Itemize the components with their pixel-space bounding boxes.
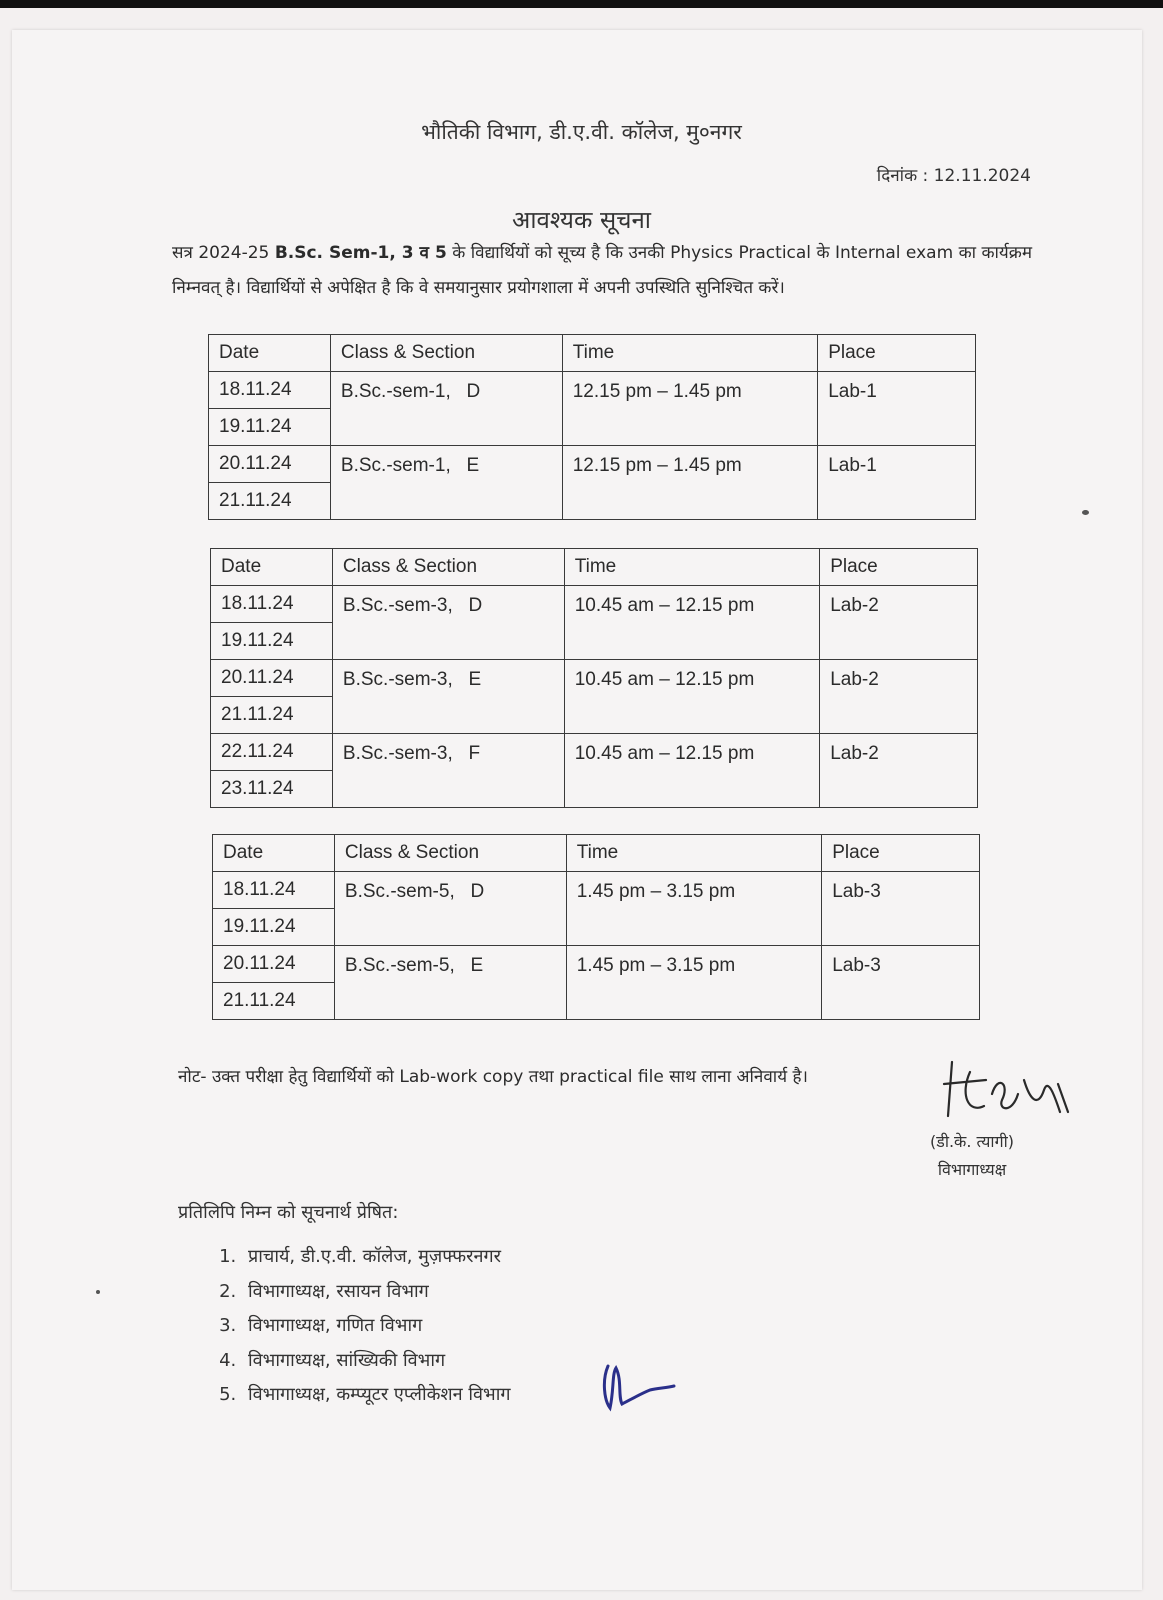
- time-cell: 1.45 pm – 3.15 pm: [566, 946, 821, 1020]
- signer-title: विभागाध्यक्ष: [937, 1160, 1007, 1179]
- table-row: [213, 946, 980, 983]
- date-cell: 19.11.24: [213, 909, 335, 946]
- col-header-class: Class & Section: [332, 549, 564, 586]
- date-cell: 20.11.24: [209, 446, 331, 483]
- class-cell: B.Sc.-sem-1, E: [330, 446, 562, 520]
- col-header-date: Date: [213, 835, 335, 872]
- table-header-row: [209, 335, 976, 372]
- time-cell: 10.45 am – 12.15 pm: [564, 660, 820, 734]
- col-header-place: Place: [820, 549, 978, 586]
- notice-title: आवश्यक सूचना: [511, 206, 652, 234]
- schedule-table-sem-3: [210, 548, 978, 808]
- copy-to-list: [200, 1240, 511, 1413]
- scan-speck: [1082, 510, 1089, 515]
- table-row: [211, 734, 978, 771]
- intro-classes: B.Sc. Sem-1, 3 व 5: [274, 243, 447, 263]
- class-cell: B.Sc.-sem-3, E: [332, 660, 564, 734]
- col-header-time: Time: [566, 835, 821, 872]
- scan-top-edge: [0, 0, 1163, 8]
- place-cell: Lab-3: [822, 946, 980, 1020]
- class-cell: B.Sc.-sem-5, D: [334, 872, 566, 946]
- col-header-place: Place: [822, 835, 980, 872]
- col-header-place: Place: [818, 335, 976, 372]
- table-header-row: [213, 835, 980, 872]
- place-cell: Lab-3: [822, 872, 980, 946]
- time-cell: 12.15 pm – 1.45 pm: [562, 372, 818, 446]
- intro-paragraph: [172, 236, 1032, 306]
- notice-date: दिनांक : 12.11.2024: [876, 166, 1031, 186]
- class-cell: B.Sc.-sem-3, D: [332, 586, 564, 660]
- table-row: [213, 872, 980, 909]
- scan-speck: [96, 1290, 100, 1294]
- note-text: नोट- उक्त परीक्षा हेतु विद्यार्थियों को Lab-work copy तथा practical file साथ लाना अनिवार्य है।: [178, 1067, 808, 1087]
- table-row: [211, 586, 978, 623]
- time-cell: 12.15 pm – 1.45 pm: [562, 446, 818, 520]
- intro-body: के विद्यार्थियों को सूच्य है कि उनकी Physics Practical के Internal exam का कार्यक्रम निम्नवत् है। विद्यार्थियों से अपेक्षित है कि वे समयानुसार प्रयोगशाला में अपनी उपस्थिति सुनिश्चित करें।: [172, 243, 1033, 298]
- list-item: 2. विभागाध्यक्ष, रसायन विभाग: [242, 1275, 511, 1310]
- col-header-time: Time: [564, 549, 820, 586]
- date-cell: 18.11.24: [211, 586, 333, 623]
- class-cell: B.Sc.-sem-1, D: [330, 372, 562, 446]
- department-heading: भौतिकी विभाग, डी.ए.वी. कॉलेज, मु०नगर: [421, 120, 742, 144]
- list-item: 1. प्राचार्य, डी.ए.वी. कॉलेज, मुज़फ्फरनगर: [242, 1240, 511, 1275]
- date-cell: 20.11.24: [211, 660, 333, 697]
- date-cell: 21.11.24: [211, 697, 333, 734]
- date-cell: 23.11.24: [211, 771, 333, 808]
- date-cell: 20.11.24: [213, 946, 335, 983]
- date-cell: 22.11.24: [211, 734, 333, 771]
- place-cell: Lab-2: [820, 586, 978, 660]
- date-cell: 21.11.24: [213, 983, 335, 1020]
- receipt-signature: [600, 1360, 680, 1415]
- table-row: [209, 446, 976, 483]
- time-cell: 10.45 am – 12.15 pm: [564, 734, 820, 808]
- col-header-date: Date: [211, 549, 333, 586]
- class-cell: B.Sc.-sem-3, F: [332, 734, 564, 808]
- signer-name: (डी.के. त्यागी): [930, 1132, 1014, 1151]
- col-header-time: Time: [562, 335, 818, 372]
- col-header-class: Class & Section: [334, 835, 566, 872]
- date-cell: 19.11.24: [209, 409, 331, 446]
- signer-block: [912, 1128, 1032, 1184]
- table-row: [211, 660, 978, 697]
- place-cell: Lab-1: [818, 446, 976, 520]
- schedule-table-sem-1: [208, 334, 976, 520]
- col-header-date: Date: [209, 335, 331, 372]
- col-header-class: Class & Section: [330, 335, 562, 372]
- time-cell: 10.45 am – 12.15 pm: [564, 586, 820, 660]
- table-header-row: [211, 549, 978, 586]
- schedule-table-sem-5: [212, 834, 980, 1020]
- copy-to-heading: प्रतिलिपि निम्न को सूचनार्थ प्रेषित:: [178, 1202, 399, 1223]
- hod-signature: [940, 1054, 1080, 1124]
- date-cell: 18.11.24: [209, 372, 331, 409]
- list-item: 4. विभागाध्यक्ष, सांख्यिकी विभाग: [242, 1344, 511, 1379]
- list-item: 5. विभागाध्यक्ष, कम्प्यूटर एप्लीकेशन विभाग: [242, 1378, 511, 1413]
- place-cell: Lab-2: [820, 660, 978, 734]
- date-cell: 19.11.24: [211, 623, 333, 660]
- class-cell: B.Sc.-sem-5, E: [334, 946, 566, 1020]
- intro-session: सत्र 2024-25: [172, 243, 270, 263]
- place-cell: Lab-2: [820, 734, 978, 808]
- list-item: 3. विभागाध्यक्ष, गणित विभाग: [242, 1309, 511, 1344]
- place-cell: Lab-1: [818, 372, 976, 446]
- table-row: [209, 372, 976, 409]
- date-cell: 18.11.24: [213, 872, 335, 909]
- time-cell: 1.45 pm – 3.15 pm: [566, 872, 821, 946]
- date-cell: 21.11.24: [209, 483, 331, 520]
